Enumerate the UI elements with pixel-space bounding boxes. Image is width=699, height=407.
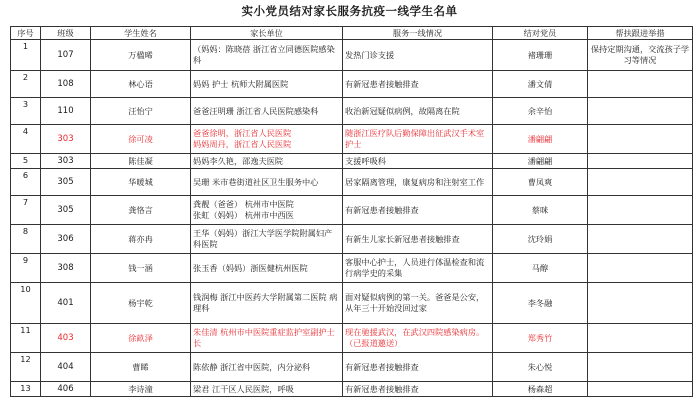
header-help: 帮扶跟进举措 — [588, 27, 693, 40]
row-parent-unit: 张玉香（妈妈）浙医健杭州医院 — [191, 254, 343, 283]
header-member: 结对党员 — [493, 27, 588, 40]
row-class: 303 — [41, 154, 91, 169]
row-parent-unit: 龚靓（爸爸） 杭州市中医院 张虹（妈妈） 杭州市中西医 — [191, 196, 343, 225]
row-party-member: 蔡咪 — [493, 196, 588, 225]
row-class: 110 — [41, 98, 91, 125]
row-help-measure — [588, 225, 693, 254]
table-row — [11, 254, 693, 283]
row-service: 有新冠患者接触排查 — [343, 196, 493, 225]
table-row — [11, 283, 693, 324]
table-row — [11, 196, 693, 225]
row-service: 有新冠患者接触排查 — [343, 71, 493, 98]
table-row — [11, 324, 693, 353]
table-row — [11, 154, 693, 169]
row-no: 2 — [11, 71, 41, 98]
row-parent-unit: 爸爸汪明珊 浙江省人民医院感染科 — [191, 98, 343, 125]
row-no: 5 — [11, 154, 41, 169]
row-service: 客服中心护士，人员进行体温检查和流行病学史的采集 — [343, 254, 493, 283]
row-no: 6 — [11, 169, 41, 196]
table-row — [11, 40, 693, 71]
row-help-measure — [588, 98, 693, 125]
row-help-measure — [588, 196, 693, 225]
row-class: 108 — [41, 71, 91, 98]
row-student-name: 曹睎 — [91, 353, 191, 382]
row-service: 发热门诊支援 — [343, 40, 493, 71]
row-student-name: 万楹晞 — [91, 40, 191, 71]
row-student-name: 龚恪言 — [91, 196, 191, 225]
row-party-member: 杨森超 — [493, 382, 588, 397]
student-table — [10, 26, 693, 397]
table-row — [11, 225, 693, 254]
row-class: 401 — [41, 283, 91, 324]
row-no: 9 — [11, 254, 41, 283]
row-help-measure: 保持定期沟通，交流孩子学习等情况 — [588, 40, 693, 71]
row-help-measure — [588, 353, 693, 382]
row-parent-unit: 朱佳清 杭州市中医院重症监护室副护士长 — [191, 324, 343, 353]
row-parent-unit: 梁君 江干区人民医院，呼吸 — [191, 382, 343, 397]
row-party-member: 潘翩翩 — [493, 125, 588, 154]
row-parent-unit: （妈妈：陈晓蓓 浙江省立同德医院感染科 — [191, 40, 343, 71]
row-party-member: 郑秀竹 — [493, 324, 588, 353]
row-parent-unit: 吴珊 米市巷街道社区卫生服务中心 — [191, 169, 343, 196]
row-help-measure — [588, 125, 693, 154]
row-service: 现在驰援武汉，在武汉四院感染病房。（已报道邀送） — [343, 324, 493, 353]
row-student-name: 陈佳凝 — [91, 154, 191, 169]
row-no: 13 — [11, 382, 41, 397]
row-student-name: 徐畝泽 — [91, 324, 191, 353]
row-class: 303 — [41, 125, 91, 154]
row-student-name: 华暖城 — [91, 169, 191, 196]
row-party-member: 李冬融 — [493, 283, 588, 324]
row-student-name: 汪怡宁 — [91, 98, 191, 125]
row-service: 有新冠患者接触排查 — [343, 353, 493, 382]
row-party-member: 马醇 — [493, 254, 588, 283]
row-no: 4 — [11, 125, 41, 154]
row-service: 有新生儿家长新冠患者接触排查 — [343, 225, 493, 254]
row-class: 107 — [41, 40, 91, 71]
header-unit: 家长单位 — [191, 27, 343, 40]
row-class: 306 — [41, 225, 91, 254]
row-class: 403 — [41, 324, 91, 353]
row-party-member: 褚珊珊 — [493, 40, 588, 71]
table-row — [11, 169, 693, 196]
header-row — [11, 27, 693, 40]
row-service: 支援呼吸科 — [343, 154, 493, 169]
row-parent-unit: 钱润梅 浙江中医药大学附属第二医院 病理科 — [191, 283, 343, 324]
row-no: 12 — [11, 353, 41, 382]
row-student-name: 徐可凌 — [91, 125, 191, 154]
row-party-member: 潘文倩 — [493, 71, 588, 98]
row-help-measure — [588, 71, 693, 98]
row-service: 收治新冠疑似病例，故隔离在院 — [343, 98, 493, 125]
table-row — [11, 125, 693, 154]
row-party-member: 潘翩翩 — [493, 154, 588, 169]
header-service: 服务一线情况 — [343, 27, 493, 40]
row-help-measure — [588, 254, 693, 283]
row-party-member: 余辛怡 — [493, 98, 588, 125]
table-row — [11, 353, 693, 382]
row-service: 面对疑似病例的第一关。爸爸是公安，从年三十开始没回过家 — [343, 283, 493, 324]
page-title: 实小党员结对家长服务抗疫一线学生名单 — [241, 4, 458, 18]
row-service: 随浙江医疗队后勤保障出征武汉手术室护士 — [343, 125, 493, 154]
row-party-member: 朱心悦 — [493, 353, 588, 382]
header-no: 序号 — [11, 27, 41, 40]
row-help-measure — [588, 283, 693, 324]
row-service: 居家隔离管理，康复病房和注射室工作 — [343, 169, 493, 196]
row-help-measure — [588, 169, 693, 196]
row-no: 7 — [11, 196, 41, 225]
row-student-name: 蒋亦冉 — [91, 225, 191, 254]
row-help-measure — [588, 382, 693, 397]
row-parent-unit: 陈依静 浙江省中医院，内分泌科 — [191, 353, 343, 382]
row-parent-unit: 爸爸徐明，浙江省人民医院 妈妈周丹，浙江省人民医院 — [191, 125, 343, 154]
row-parent-unit: 妈妈 护士 杭师大附属医院 — [191, 71, 343, 98]
header-name: 学生姓名 — [91, 27, 191, 40]
row-student-name: 杨宇乾 — [91, 283, 191, 324]
table-row — [11, 71, 693, 98]
row-parent-unit: 妈妈李久艳，邵逸夫医院 — [191, 154, 343, 169]
header-class: 班级 — [41, 27, 91, 40]
row-help-measure — [588, 154, 693, 169]
row-no: 1 — [11, 40, 41, 71]
row-service: 有新冠患者接触排查 — [343, 382, 493, 397]
row-student-name: 钱一涵 — [91, 254, 191, 283]
row-help-measure — [588, 324, 693, 353]
row-class: 305 — [41, 169, 91, 196]
row-class: 308 — [41, 254, 91, 283]
row-party-member: 曹凤爽 — [493, 169, 588, 196]
row-no: 10 — [11, 283, 41, 324]
row-class: 404 — [41, 353, 91, 382]
table-row — [11, 382, 693, 397]
row-class: 406 — [41, 382, 91, 397]
row-no: 11 — [11, 324, 41, 353]
row-party-member: 沈玲娟 — [493, 225, 588, 254]
table-body — [11, 40, 693, 397]
row-student-name: 林心语 — [91, 71, 191, 98]
row-no: 8 — [11, 225, 41, 254]
row-no: 3 — [11, 98, 41, 125]
table-row — [11, 98, 693, 125]
row-student-name: 李诗潼 — [91, 382, 191, 397]
row-class: 305 — [41, 196, 91, 225]
row-parent-unit: 王华（妈妈）浙江大学医学院附属妇产科医院 — [191, 225, 343, 254]
